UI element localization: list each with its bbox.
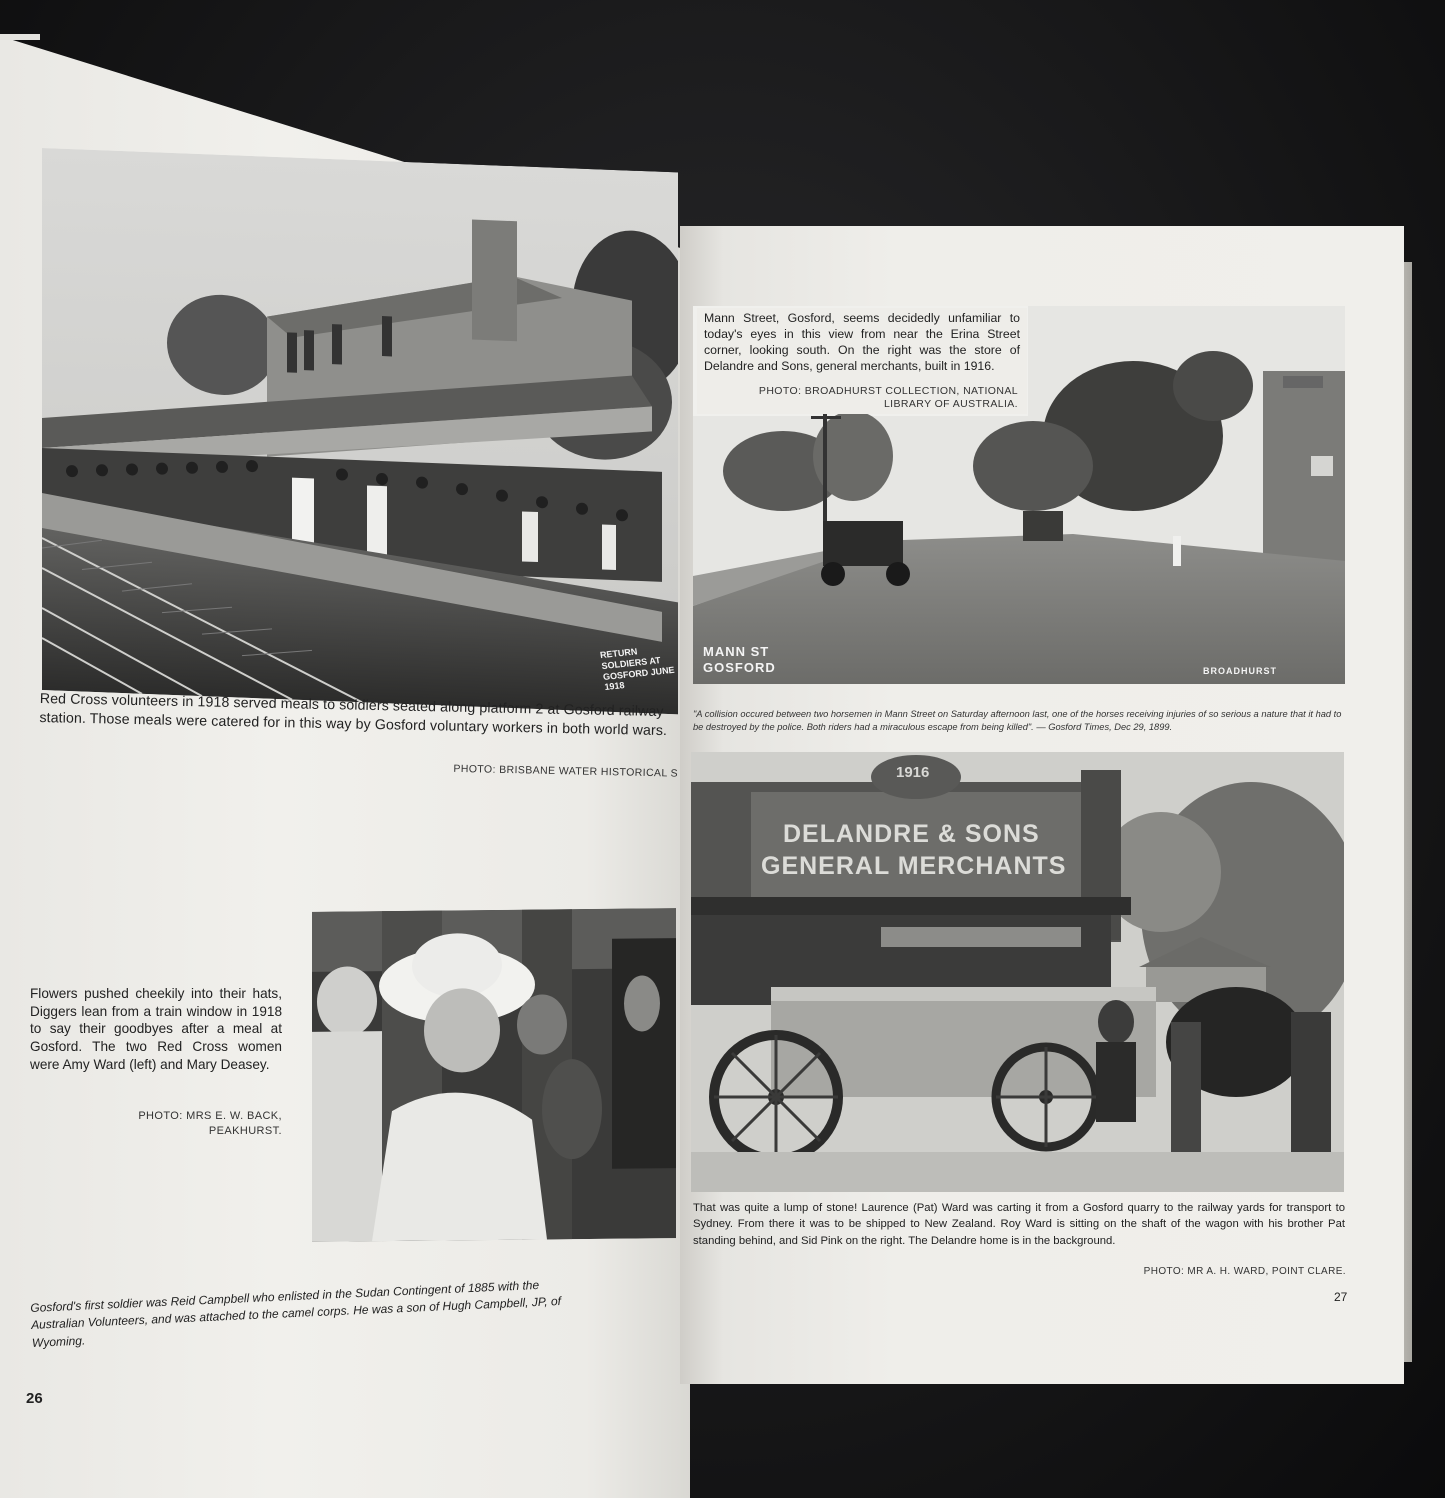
stone-cart-caption: That was quite a lump of stone! Laurence (Pat) Ward was carting it from a Gosford quarry to the railway yards for transport to Sydney. From there it was to be shipped to New Zealand. Roy Ward is sitting on the shaft of the wagon with his brother Pat standing behind, and Sid Pink on the right. The Delandre home is in the background.: [693, 1202, 1345, 1247]
broadhurst-inscription: BROADHURST: [1203, 666, 1277, 676]
stone-cart-credit: PHOTO: MR A. H. WARD, POINT CLARE.: [1143, 1266, 1346, 1277]
mann-street-credit-line1: PHOTO: BROADHURST COLLECTION, NATIONAL: [758, 385, 1018, 397]
gosford-times-quote: "A collision occured between two horsemen in Mann Street on Saturday afternoon last, one of the horses receiving injuries of so serious a nature that it had to be destroyed by the police. Both riders had a miraculous escape from being killed". — Gosford Times, Dec 29, 1899.: [693, 709, 1342, 733]
delandre-store-photo: [691, 752, 1344, 1192]
train-window-photo: [312, 908, 676, 1242]
train-window-caption: Flowers pushed cheekily into their hats, Diggers lean from a train window in 1918 to say their goodbyes after a meal at Gosford. The two Red Cross women were Amy Ward (left) and Mary Deasey.: [30, 986, 282, 1072]
left-page-top-edge: [0, 34, 40, 40]
sign-line-2: GENERAL MERCHANTS: [761, 852, 1067, 880]
left-page-number: 26: [26, 1390, 43, 1407]
railway-station-photo: [42, 148, 678, 714]
train-window-credit-line2: PEAKHURST.: [208, 1125, 282, 1137]
photo-overlay-inscription: RETURN SOLDIERS AT GOSFORD JUNE 1918: [599, 646, 676, 693]
mann-street-caption: Mann Street, Gosford, seems decidedly unfamiliar to today's eyes in this view from near the Erina Street corner, looking south. On the right was the store of Delandre and Sons, general merchants, built in 1916.: [704, 311, 1020, 373]
station-photo-credit: PHOTO: BRISBANE WATER HISTORICAL S: [453, 762, 679, 780]
mann-street-credit-line2: LIBRARY OF AUSTRALIA.: [883, 398, 1018, 410]
mann-st-inscription-2: GOSFORD: [703, 660, 776, 675]
mann-st-inscription-1: MANN ST: [703, 644, 770, 659]
first-soldier-caption: Gosford's first soldier was Reid Campbell who enlisted in the Sudan Contingent of 1885 with the Australian Volunteers, and was attached to the camel corps. He was a son of Hugh Campbell, JP, of Wyoming.: [30, 1277, 562, 1350]
sign-line-1: DELANDRE & SONS: [783, 820, 1040, 848]
right-page-number: 27: [1334, 1290, 1348, 1304]
sign-year: 1916: [896, 764, 930, 781]
train-window-credit-line1: PHOTO: MRS E. W. BACK,: [138, 1110, 282, 1122]
station-photo-caption: Red Cross volunteers in 1918 served meals to soldiers seated along platform 2 at Gosford railway station. Those meals were catered for in this way by Gosford voluntary workers in both world wars.: [39, 690, 668, 740]
